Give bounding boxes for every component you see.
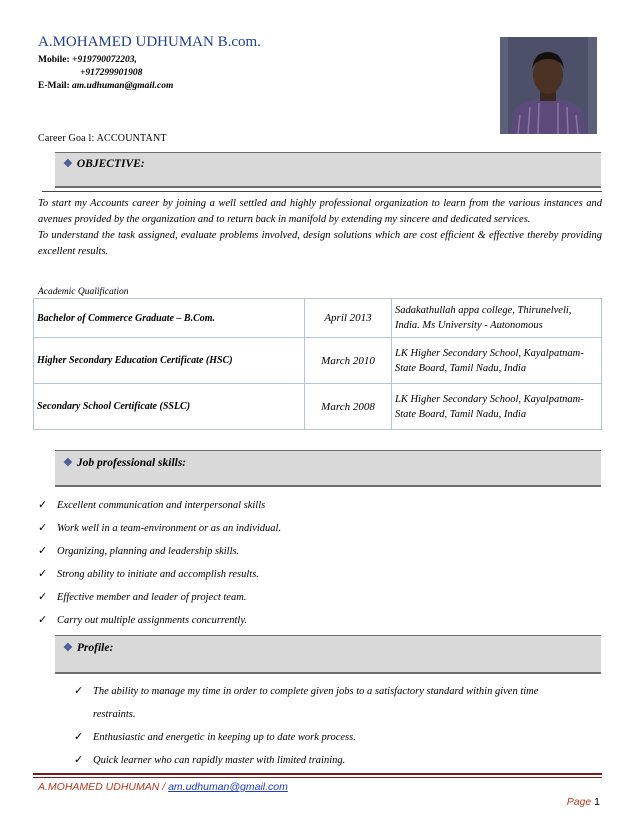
profile-text: The ability to manage my time in order to complete given jobs to a satisfactory standard within given time restraints. (93, 686, 539, 720)
email-value: am.udhuman@gmail.com (72, 81, 174, 91)
check-mark-icon: ✓ (38, 499, 48, 511)
objective-paragraph-1: To start my Accounts career by joining a well settled and highly professional organization to learn from the various instances and avenues provided by the organization and to return back in manifold by extending my sincere and dedicated services. (38, 198, 602, 225)
check-mark-icon: ✓ (74, 685, 84, 697)
profile-photo (500, 37, 597, 134)
mobile-line-2 (80, 68, 142, 78)
career-goal: Career Goa l: ACCOUNTANT (38, 133, 167, 144)
list-item (38, 586, 281, 609)
objective-text (38, 196, 602, 260)
qualification-cell: Higher Secondary Education Certificate (HSC) (34, 338, 305, 384)
date-cell: April 2013 (305, 299, 392, 338)
skill-text: Effective member and leader of project team. (57, 592, 247, 603)
mobile-label: Mobile: (38, 55, 70, 65)
candidate-name: A.MOHAMED UDHUMAN B.com. (38, 34, 261, 50)
skill-text: Carry out multiple assignments concurrently. (57, 615, 248, 626)
footer-rule-thick (33, 773, 602, 775)
list-item (74, 749, 574, 772)
education-table (33, 298, 602, 430)
mobile-line-1 (38, 55, 137, 65)
page-number-value: 1 (594, 796, 600, 808)
footer-rule-thin (33, 777, 602, 778)
profile-text: Quick learner who can rapidly master with limited training. (93, 755, 346, 766)
objective-divider (42, 191, 602, 192)
academic-label: Academic Qualification (38, 287, 129, 297)
email-label: E-Mail: (38, 81, 70, 91)
diamond-bullet-icon: ❖ (63, 158, 73, 170)
list-item (38, 609, 281, 632)
check-mark-icon: ✓ (38, 591, 48, 603)
profile-text: Enthusiastic and energetic in keeping up to date work process. (93, 732, 356, 743)
footer-name: A.MOHAMED UDHUMAN / (38, 781, 166, 793)
objective-title: OBJECTIVE: (76, 158, 145, 170)
diamond-bullet-icon: ❖ (63, 457, 73, 469)
skill-text: Work well in a team-environment or as an individual. (57, 523, 282, 534)
skills-list (38, 494, 281, 632)
table-row (34, 384, 602, 430)
check-mark-icon: ✓ (74, 731, 84, 743)
list-item (38, 517, 281, 540)
portrait-image (500, 37, 597, 134)
skills-section-header (55, 450, 601, 487)
check-mark-icon: ✓ (38, 545, 48, 557)
check-mark-icon: ✓ (38, 568, 48, 580)
objective-section-header (55, 152, 601, 188)
school-cell: LK Higher Secondary School, Kayalpatnam- State Board, Tamil Nadu, India (392, 338, 602, 384)
school-cell: Sadakathullah appa college, Thirunelveli, India. Ms University - Autonomous (392, 299, 602, 338)
diamond-bullet-icon: ❖ (63, 642, 73, 654)
table-row (34, 299, 602, 338)
mobile-number-2: +917299901908 (80, 68, 143, 78)
objective-title-wrap (63, 157, 145, 170)
check-mark-icon: ✓ (74, 754, 84, 766)
table-row (34, 338, 602, 384)
footer-email-link[interactable]: am.udhuman@gmail.com (168, 781, 288, 793)
skill-text: Organizing, planning and leadership skills. (57, 546, 240, 557)
date-cell: March 2008 (305, 384, 392, 430)
email-line (38, 81, 173, 91)
list-item (74, 680, 574, 726)
list-item (38, 540, 281, 563)
mobile-number-1: +919790072203, (72, 55, 137, 65)
skill-text: Strong ability to initiate and accomplish results. (57, 569, 259, 580)
qualification-cell: Secondary School Certificate (SSLC) (34, 384, 305, 430)
check-mark-icon: ✓ (38, 614, 48, 626)
profile-title-wrap (63, 641, 113, 654)
profile-section-header (55, 635, 601, 674)
footer-text (38, 781, 288, 793)
objective-paragraph-2: To understand the task assigned, evaluate problems involved, design solutions which are cost efficient & effective thereby providing excellent results. (38, 230, 602, 257)
list-item (74, 726, 574, 749)
school-cell: LK Higher Secondary School, Kayalpatnam- State Board, Tamil Nadu, India (392, 384, 602, 430)
list-item (38, 494, 281, 517)
profile-title: Profile: (76, 642, 114, 654)
skills-title: Job professional skills: (76, 457, 187, 469)
profile-list (74, 680, 574, 772)
check-mark-icon: ✓ (38, 522, 48, 534)
date-cell: March 2010 (305, 338, 392, 384)
page-number (567, 796, 600, 808)
list-item (38, 563, 281, 586)
qualification-cell: Bachelor of Commerce Graduate – B.Com. (34, 299, 305, 338)
skills-title-wrap (63, 456, 186, 469)
skill-text: Excellent communication and interpersonal skills (57, 500, 266, 511)
page-label: Page (566, 796, 592, 808)
